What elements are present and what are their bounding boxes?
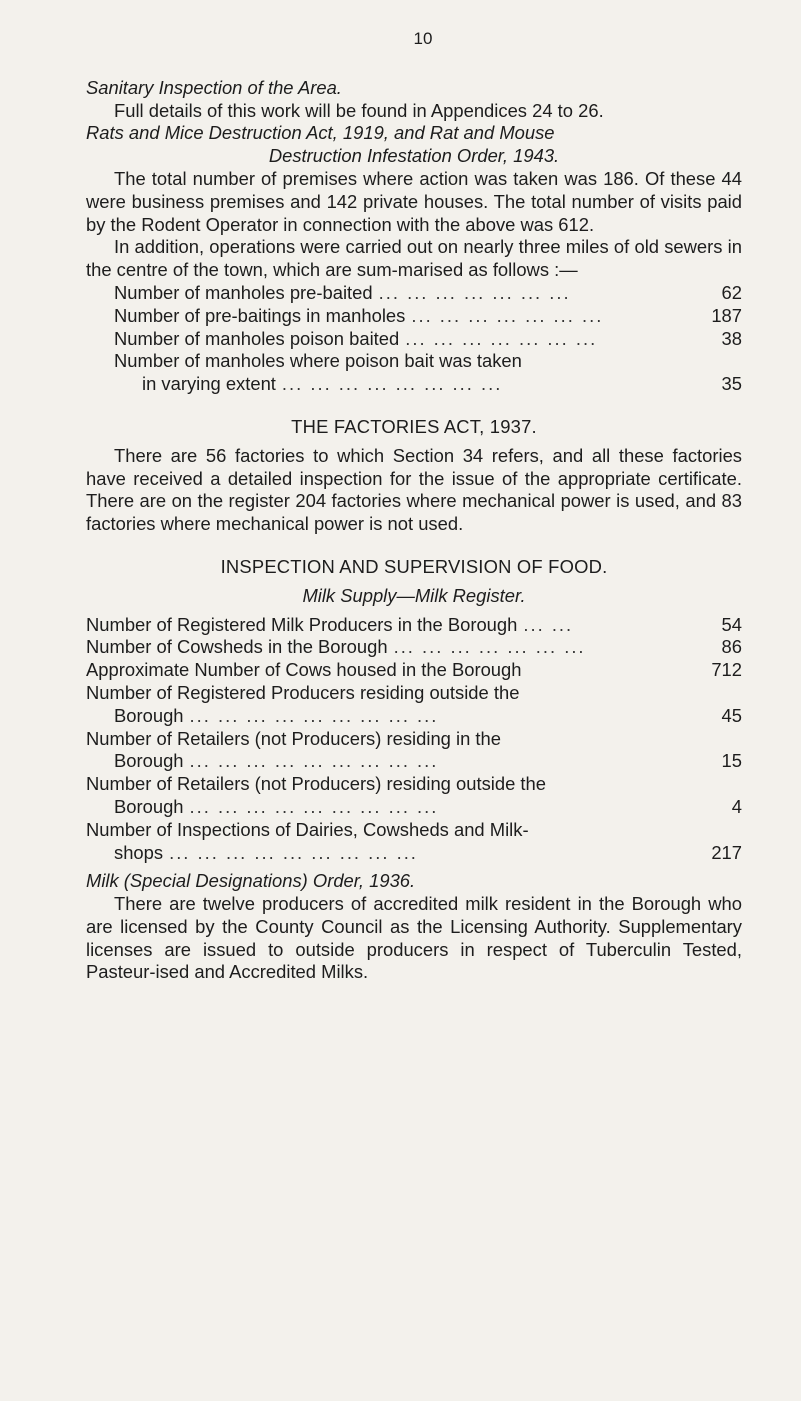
- rats-paragraph-1: The total number of premises where action was taken was 186. Of these 44 were business premises and 142 private houses. The total number of visits paid by the Rodent Operator in connection with the above was 612.: [86, 167, 742, 235]
- item-label: Number of Registered Milk Producers in the Borough: [86, 613, 518, 635]
- item-label-line1: Number of Inspections of Dairies, Cowsheds and Milk-: [86, 818, 529, 840]
- list-item: Number of Retailers (not Producers) residing in the Borough ... ... ... ... ... ... ... ... ... 15: [86, 727, 742, 772]
- item-label-line2: Borough: [114, 795, 184, 817]
- factories-paragraph: There are 56 factories to which Section 34 refers, and all these factories have received a detailed inspection for the issue of the appropriate certificate. There are on the register 204 factories where mechanical power is used, and 83 factories where mechanical power is not used.: [86, 444, 742, 535]
- food-subheading: Milk Supply—Milk Register.: [302, 584, 526, 606]
- item-label: Number of pre-baitings in manholes: [114, 304, 406, 326]
- item-value: 62: [721, 281, 742, 303]
- item-value: 187: [711, 304, 742, 326]
- item-value: 15: [721, 750, 742, 772]
- item-value: 45: [721, 704, 742, 726]
- list-item: Number of Registered Milk Producers in the Borough ... ... 54: [86, 613, 742, 635]
- item-value: 86: [721, 636, 742, 658]
- item-label-line1: Number of Retailers (not Producers) residing outside the: [86, 773, 546, 795]
- item-value: 712: [711, 659, 742, 681]
- list-item: Number of pre-baitings in manholes ... ... ... ... ... ... ... 187: [114, 304, 742, 326]
- rats-heading-line1: Rats and Mice Destruction Act, 1919, and Rat and Mouse: [86, 122, 555, 144]
- milk-register-list: [86, 614, 742, 865]
- item-value: 4: [731, 795, 742, 817]
- item-value: 38: [721, 327, 742, 349]
- item-value: 35: [721, 373, 742, 395]
- item-label-line2: Borough: [114, 750, 184, 772]
- item-label: Approximate Number of Cows housed in the Borough: [86, 659, 522, 681]
- item-label-line2: shops: [114, 841, 164, 863]
- list-item: [86, 659, 742, 682]
- item-label: Number of manholes poison baited: [114, 327, 400, 349]
- rats-paragraph-2: In addition, operations were carried out on nearly three miles of old sewers in the centre of the town, which are sum-marised as follows :—: [86, 236, 742, 281]
- rats-heading-line2: Destruction Infestation Order, 1943.: [268, 145, 560, 167]
- designations-heading: Milk (Special Designations) Order, 1936.: [86, 870, 416, 892]
- item-label-line2: in varying extent: [142, 373, 276, 395]
- designations-paragraph: There are twelve producers of accredited milk resident in the Borough who are licensed by the County Council as the Licensing Authority. Supplementary licenses are issued to outside producers in respect of Tuberculin Tested, Pasteur-ised and Accredited Milks.: [86, 893, 742, 983]
- rats-list: [86, 282, 742, 396]
- food-heading: INSPECTION AND SUPERVISION OF FOOD.: [220, 555, 608, 577]
- list-item: Number of Registered Producers residing outside the Borough ... ... ... ... ... ... ... ... ... 45: [86, 681, 742, 726]
- document-page: [86, 28, 742, 984]
- sanitary-text: Full details of this work will be found in Appendices 24 to 26.: [114, 99, 604, 121]
- list-item: Number of Retailers (not Producers) residing outside the Borough ... ... ... ... ... ... ... ... ... 4: [86, 773, 742, 817]
- list-item: Number of Inspections of Dairies, Cowsheds and Milk- shops ... ... ... ... ... ... ... ... ... 217: [86, 818, 742, 863]
- item-label-line1: Number of manholes where poison bait was taken: [114, 350, 522, 372]
- item-label-line1: Number of Registered Producers residing outside the: [86, 681, 520, 703]
- list-item: Number of manholes poison baited ... ... ... ... ... ... ... 38: [114, 327, 742, 349]
- item-label: Number of Cowsheds in the Borough: [86, 636, 388, 658]
- item-value: 217: [711, 841, 742, 863]
- list-item: Number of manholes pre-baited ... ... ... ... ... ... ... 62: [114, 281, 742, 303]
- list-item: Number of Cowsheds in the Borough ... ... ... ... ... ... ... 86: [86, 636, 742, 658]
- sanitary-heading: Sanitary Inspection of the Area.: [86, 76, 342, 98]
- page-number: 10: [413, 29, 433, 48]
- item-label: Number of manholes pre-baited: [114, 281, 373, 303]
- item-value: 54: [721, 613, 742, 635]
- item-label-line2: Borough: [114, 704, 184, 726]
- list-item: Number of manholes where poison bait was taken in varying extent ... ... ... ... ... ... ... ... 35: [114, 350, 742, 395]
- item-label-line1: Number of Retailers (not Producers) residing in the: [86, 727, 501, 749]
- factories-heading: THE FACTORIES ACT, 1937.: [291, 415, 537, 437]
